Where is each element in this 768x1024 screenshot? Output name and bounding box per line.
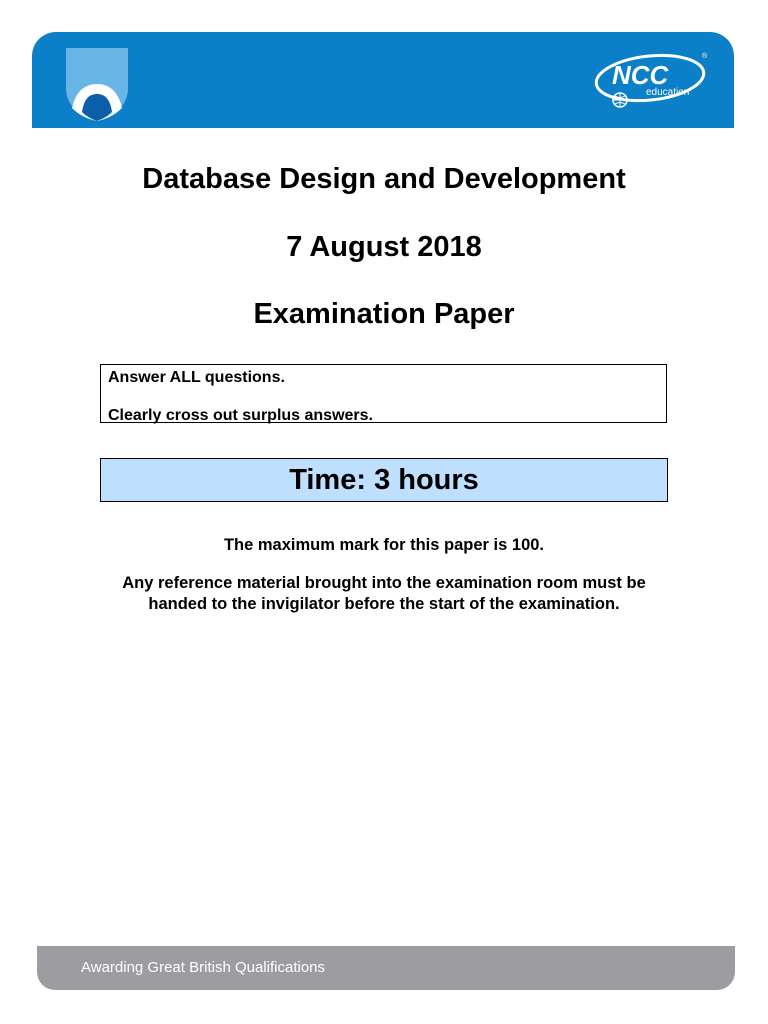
header-band: [32, 32, 734, 128]
instruction-line-1: Answer ALL questions.: [108, 369, 285, 386]
ncc-wordmark: NCC: [612, 60, 669, 90]
exam-date: 7 August 2018: [286, 231, 482, 263]
course-title: Database Design and Development: [142, 163, 626, 195]
university-shield-icon: [64, 46, 130, 122]
footer-tagline: Awarding Great British Qualifications: [81, 959, 325, 976]
reference-note-line-1: Any reference material brought into the examination room must be: [122, 574, 646, 592]
ncc-education-logo: [594, 48, 712, 112]
instruction-line-2: Clearly cross out surplus answers.: [108, 407, 373, 424]
footer-band: [37, 946, 735, 990]
time-box: Time: 3 hours: [100, 458, 668, 502]
registered-mark: ®: [702, 53, 708, 60]
ncc-subtext: education: [646, 87, 690, 98]
paper-type: Examination Paper: [253, 298, 515, 330]
max-mark-note: The maximum mark for this paper is 100.: [223, 536, 545, 554]
instructions-box: [100, 364, 667, 423]
reference-note-line-2: handed to the invigilator before the start of the examination.: [148, 595, 620, 613]
